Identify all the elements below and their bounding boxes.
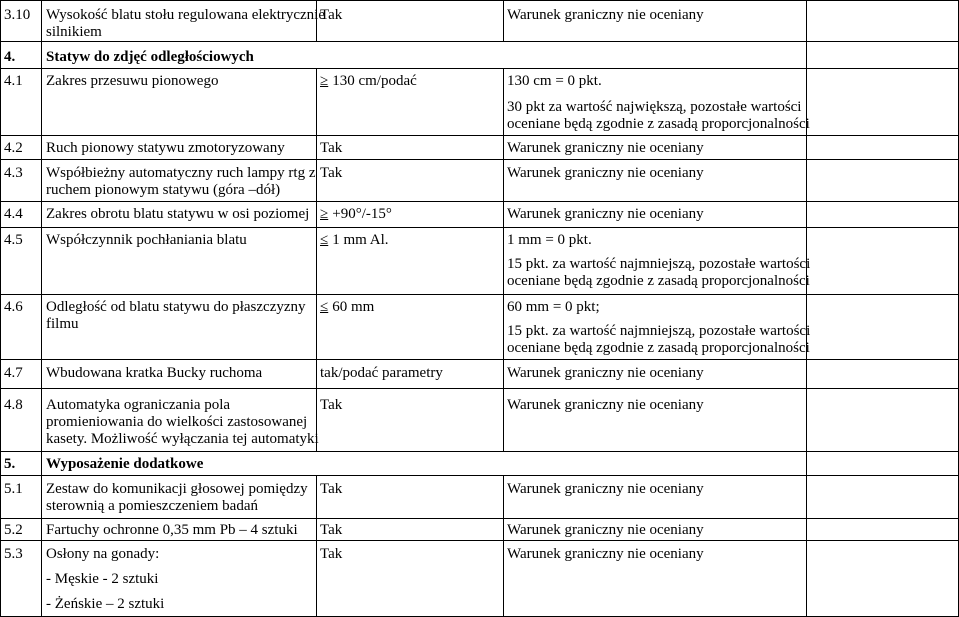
row-divider	[0, 68, 959, 69]
greater-equal-symbol: ≥	[320, 206, 329, 222]
row-name: Wysokość blatu stołu regulowana elektrycznie	[46, 7, 326, 23]
row-name-continued: sterownią a pomieszczeniem badań	[46, 498, 258, 514]
row-name-continued: - Żeńskie – 2 sztuki	[46, 596, 165, 612]
row-requirement	[320, 206, 392, 223]
row-name: Współbieżny automatyczny ruch lampy rtg z	[46, 165, 316, 181]
row-number: 5.1	[4, 481, 23, 497]
column-divider	[806, 0, 807, 617]
section-number: 5.	[4, 456, 16, 472]
greater-equal-symbol: ≥	[320, 73, 329, 89]
row-evaluation: Warunek graniczny nie oceniany	[507, 206, 704, 222]
row-number: 4.3	[4, 165, 23, 181]
less-equal-symbol: ≤	[320, 299, 329, 315]
row-evaluation-detail: oceniane będą zgodnie z zasadą proporcjonalności	[507, 340, 810, 356]
requirement-value: 1 mm Al.	[332, 232, 389, 248]
row-name: Fartuchy ochronne 0,35 mm Pb – 4 sztuki	[46, 522, 298, 538]
row-evaluation: Warunek graniczny nie oceniany	[507, 7, 704, 23]
row-name: Ruch pionowy statywu zmotoryzowany	[46, 140, 285, 156]
row-requirement: Tak	[320, 165, 343, 181]
column-divider	[316, 68, 317, 451]
row-evaluation: Warunek graniczny nie oceniany	[507, 365, 704, 381]
less-equal-symbol: ≤	[320, 232, 329, 248]
row-divider	[0, 294, 959, 295]
row-requirement: Tak	[320, 481, 343, 497]
requirement-value: +90°/-15°	[332, 206, 392, 222]
row-evaluation-detail: 30 pkt za wartość największą, pozostałe wartości	[507, 99, 802, 115]
requirement-value: 130 cm/podać	[332, 73, 417, 89]
row-divider	[0, 359, 959, 360]
row-requirement: Tak	[320, 397, 343, 413]
row-evaluation-detail: oceniane będą zgodnie z zasadą proporcjonalności	[507, 273, 810, 289]
row-number: 4.4	[4, 206, 23, 222]
row-evaluation: Warunek graniczny nie oceniany	[507, 546, 704, 562]
row-name-continued: kasety. Możliwość wyłączania tej automatyki	[46, 431, 319, 447]
row-name: Zakres przesuwu pionowego	[46, 73, 219, 89]
row-requirement: Tak	[320, 522, 343, 538]
row-divider	[0, 518, 959, 519]
row-evaluation: Warunek graniczny nie oceniany	[507, 397, 704, 413]
requirement-value: 60 mm	[332, 299, 375, 315]
row-name: Wbudowana kratka Bucky ruchoma	[46, 365, 263, 381]
row-requirement	[320, 232, 389, 249]
row-number: 4.5	[4, 232, 23, 248]
row-number: 4.7	[4, 365, 23, 381]
row-evaluation: Warunek graniczny nie oceniany	[507, 165, 704, 181]
row-name: Zestaw do komunikacji głosowej pomiędzy	[46, 481, 308, 497]
row-requirement: Tak	[320, 546, 343, 562]
row-requirement: Tak	[320, 140, 343, 156]
row-name-continued: ruchem pionowym statywu (góra –dół)	[46, 182, 281, 198]
row-name-continued: filmu	[46, 316, 79, 332]
section-title: Statyw do zdjęć odległościowych	[46, 49, 254, 65]
column-divider	[0, 0, 1, 617]
row-divider	[0, 201, 959, 202]
row-divider	[0, 159, 959, 160]
row-name-continued: - Męskie - 2 sztuki	[46, 571, 159, 587]
row-name-continued: silnikiem	[46, 24, 102, 40]
row-divider	[0, 135, 959, 136]
row-divider	[0, 227, 959, 228]
row-name: Osłony na gonady:	[46, 546, 160, 562]
row-divider	[0, 0, 959, 1]
row-evaluation: Warunek graniczny nie oceniany	[507, 522, 704, 538]
row-requirement: Tak	[320, 7, 343, 23]
row-evaluation-detail: 15 pkt. za wartość najmniejszą, pozostałe wartości	[507, 323, 811, 339]
column-divider	[41, 0, 42, 617]
row-evaluation: Warunek graniczny nie oceniany	[507, 140, 704, 156]
row-requirement: tak/podać parametry	[320, 365, 443, 381]
row-requirement	[320, 299, 374, 316]
row-evaluation: 130 cm = 0 pkt.	[507, 73, 602, 89]
row-requirement	[320, 73, 417, 90]
row-evaluation: 1 mm = 0 pkt.	[507, 232, 592, 248]
row-number: 4.8	[4, 397, 23, 413]
column-divider	[503, 475, 504, 616]
row-evaluation-detail: oceniane będą zgodnie z zasadą proporcjonalności	[507, 116, 810, 132]
section-title: Wyposażenie dodatkowe	[46, 456, 204, 472]
row-divider	[0, 41, 959, 42]
row-number: 4.2	[4, 140, 23, 156]
row-divider	[0, 451, 959, 452]
row-name: Odległość od blatu statywu do płaszczyzny	[46, 299, 306, 315]
row-number: 3.10	[4, 7, 31, 23]
row-number: 4.6	[4, 299, 23, 315]
row-name: Zakres obrotu blatu statywu w osi poziomej	[46, 206, 310, 222]
row-number: 5.2	[4, 522, 23, 538]
row-name: Współczynnik pochłaniania blatu	[46, 232, 247, 248]
column-divider	[316, 475, 317, 616]
row-divider	[0, 475, 959, 476]
column-divider	[503, 0, 504, 41]
column-divider	[503, 68, 504, 451]
row-evaluation: Warunek graniczny nie oceniany	[507, 481, 704, 497]
section-number: 4.	[4, 49, 16, 65]
row-number: 5.3	[4, 546, 23, 562]
row-evaluation: 60 mm = 0 pkt;	[507, 299, 600, 315]
row-evaluation-detail: 15 pkt. za wartość najmniejszą, pozostałe wartości	[507, 256, 811, 272]
row-divider	[0, 540, 959, 541]
row-number: 4.1	[4, 73, 23, 89]
row-divider	[0, 388, 959, 389]
row-name-continued: promieniowania do wielkości zastosowanej	[46, 414, 308, 430]
row-name: Automatyka ograniczania pola	[46, 397, 231, 413]
